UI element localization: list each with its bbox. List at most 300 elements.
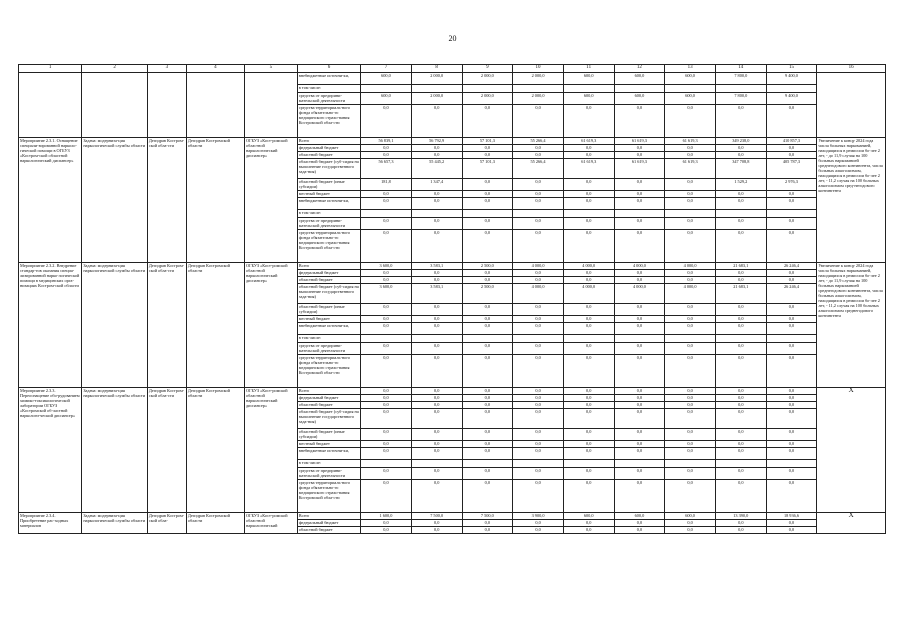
amount-cell: 61 619,3 (563, 138, 614, 145)
amount-cell: 0,0 (513, 304, 564, 316)
amount-cell: 0,0 (563, 198, 614, 210)
amount-cell: 0,0 (614, 468, 665, 480)
amount-cell: 3 600,0 (361, 263, 412, 270)
amount-cell: 0,0 (715, 480, 766, 513)
funding-source: федеральный бюджет (297, 145, 360, 152)
amount-cell: 0,0 (361, 520, 412, 527)
amount-cell: 0,0 (513, 191, 564, 198)
amount-cell: 0,0 (614, 198, 665, 210)
amount-cell: 0,0 (411, 105, 462, 138)
amount-cell: 0,0 (563, 277, 614, 284)
funding-source: областной бюджет (суб-сидия на выполнение государственного зада-ния) (297, 409, 360, 429)
measure-result: Х (817, 513, 886, 534)
amount-cell: 0,0 (411, 480, 462, 513)
amount-cell: 0,0 (462, 145, 513, 152)
table-body (19, 65, 886, 534)
amount-cell: 0,0 (462, 230, 513, 263)
amount-cell: 0,0 (614, 355, 665, 388)
amount-cell: 0,0 (665, 145, 716, 152)
amount-cell: 0,0 (766, 480, 817, 513)
amount-cell: 0,0 (361, 527, 412, 534)
amount-cell: 0,0 (411, 388, 462, 395)
amount-cell: 0,0 (513, 441, 564, 448)
amount-cell: 0,0 (361, 270, 412, 277)
amount-cell: 0,0 (715, 323, 766, 335)
amount-cell: 0,0 (614, 441, 665, 448)
measure-name: Мероприятие 2.3.1. Оснащение специали-зированной нарколо-гической помощи в ОГБУЗ «Костром-ской областной наркологический диспансер» (19, 138, 82, 263)
funding-source: внебюджетные источни-ки, (297, 448, 360, 460)
measure-name: Мероприятие 2.3.4. Приобретение рас-ходных материалов (19, 513, 82, 534)
amount-cell: 0,0 (513, 198, 564, 210)
amount-cell: 0,0 (665, 468, 716, 480)
amount-cell: 2 000,0 (513, 93, 564, 105)
amount-cell: 0,0 (766, 230, 817, 263)
amount-cell: 3 583,1 (411, 284, 462, 304)
amount-cell (614, 210, 665, 218)
amount-cell: 0,0 (462, 448, 513, 460)
amount-cell (563, 335, 614, 343)
amount-cell: 18 936,6 (766, 513, 817, 520)
amount-cell: 2 000,0 (462, 73, 513, 85)
amount-cell: 410 857,3 (766, 138, 817, 145)
amount-cell: 0,0 (665, 343, 716, 355)
amount-cell: 0,0 (462, 191, 513, 198)
amount-cell (462, 335, 513, 343)
amount-cell: 0,0 (462, 218, 513, 230)
amount-cell (715, 460, 766, 468)
amount-cell: 0,0 (766, 388, 817, 395)
column-number: 16 (817, 65, 886, 73)
amount-cell: 0,0 (513, 448, 564, 460)
amount-cell: 7 800,0 (715, 93, 766, 105)
amount-cell: 2 000,0 (411, 93, 462, 105)
amount-cell: 2 976,3 (766, 179, 817, 191)
amount-cell (665, 460, 716, 468)
amount-cell: 0,0 (411, 316, 462, 323)
measure-name (19, 73, 82, 138)
amount-cell: 0,0 (411, 448, 462, 460)
funding-source: средства от предприни-мательской деятельности (297, 218, 360, 230)
funding-source: Всего (297, 513, 360, 520)
column-number: 6 (297, 65, 360, 73)
amount-cell: 0,0 (665, 179, 716, 191)
amount-cell: 0,0 (462, 343, 513, 355)
amount-cell: 0,0 (513, 520, 564, 527)
amount-cell: 0,0 (462, 388, 513, 395)
amount-cell: 0,0 (411, 218, 462, 230)
amount-cell: 0,0 (766, 145, 817, 152)
column-number: 8 (411, 65, 462, 73)
amount-cell: 0,0 (715, 270, 766, 277)
amount-cell: 0,0 (462, 395, 513, 402)
amount-cell: 0,0 (361, 105, 412, 138)
amount-cell: 0,0 (766, 468, 817, 480)
column-number: 14 (715, 65, 766, 73)
measure-name: Мероприятие 2.3.2. Внедрение стандар-тов оказания специа-лизированной нарко-логической помощи в медицинских орга-низациях Костром-ской области (19, 263, 82, 388)
funding-source: областной бюджет (иные субсидии) (297, 179, 360, 191)
funding-source: средства от предприни-мательской деятельности (297, 468, 360, 480)
funding-source: областной бюджет (суб-сидия на выполнение государственного зада-ния) (297, 284, 360, 304)
funding-source: в том числе: (297, 460, 360, 468)
column-number-row (19, 65, 886, 73)
amount-cell: 0,0 (513, 355, 564, 388)
amount-cell: 0,0 (462, 152, 513, 159)
amount-cell (513, 85, 564, 93)
funding-source: Всего (297, 138, 360, 145)
column-number: 10 (513, 65, 564, 73)
amount-cell: 0,0 (665, 304, 716, 316)
amount-cell: 4 000,0 (513, 263, 564, 270)
amount-cell: 0,0 (766, 402, 817, 409)
amount-cell (361, 335, 412, 343)
amount-cell: 0,0 (462, 355, 513, 388)
amount-cell: 0,0 (665, 409, 716, 429)
amount-cell: 0,0 (563, 468, 614, 480)
funding-source: областной бюджет (297, 277, 360, 284)
amount-cell: 0,0 (411, 198, 462, 210)
amount-cell (462, 210, 513, 218)
amount-cell: 0,0 (614, 270, 665, 277)
amount-cell: 0,0 (614, 409, 665, 429)
amount-cell: 0,0 (766, 355, 817, 388)
amount-cell: 0,0 (614, 527, 665, 534)
amount-cell: 0,0 (563, 388, 614, 395)
measure-exec1: Депздрав Костром-ской обла- (147, 513, 186, 534)
amount-cell: 0,0 (563, 230, 614, 263)
funding-source: внебюджетные источни-ки, (297, 323, 360, 335)
amount-cell: 0,0 (665, 323, 716, 335)
amount-cell: 0,0 (462, 179, 513, 191)
amount-cell: 405 787,3 (766, 159, 817, 179)
amount-cell: 55 266,4 (513, 138, 564, 145)
amount-cell: 4 000,0 (563, 284, 614, 304)
measure-result (817, 73, 886, 138)
amount-cell: 0,0 (462, 527, 513, 534)
amount-cell (462, 460, 513, 468)
amount-cell: 2 000,0 (411, 73, 462, 85)
funding-source: в том числе: (297, 210, 360, 218)
amount-cell: 0,0 (361, 480, 412, 513)
amount-cell: 0,0 (462, 198, 513, 210)
amount-cell: 0,0 (614, 191, 665, 198)
amount-cell: 0,0 (715, 105, 766, 138)
table-row (19, 513, 886, 520)
amount-cell: 56 657,3 (361, 159, 412, 179)
amount-cell: 0,0 (715, 429, 766, 441)
amount-cell (766, 85, 817, 93)
amount-cell: 0,0 (361, 218, 412, 230)
amount-cell: 0,0 (665, 230, 716, 263)
amount-cell: 181,8 (361, 179, 412, 191)
amount-cell: 0,0 (766, 409, 817, 429)
funding-source: федеральный бюджет (297, 270, 360, 277)
funding-source: в том числе: (297, 85, 360, 93)
amount-cell (766, 460, 817, 468)
amount-cell: 0,0 (411, 323, 462, 335)
amount-cell: 0,0 (665, 277, 716, 284)
amount-cell: 0,0 (411, 520, 462, 527)
amount-cell: 0,0 (462, 441, 513, 448)
funding-source: Всего (297, 388, 360, 395)
amount-cell: 0,0 (766, 323, 817, 335)
amount-cell: 0,0 (614, 323, 665, 335)
amount-cell: 0,0 (715, 304, 766, 316)
amount-cell: 2 500,0 (462, 263, 513, 270)
amount-cell: 0,0 (665, 152, 716, 159)
amount-cell: 1 600,0 (361, 513, 412, 520)
amount-cell (513, 460, 564, 468)
amount-cell: 0,0 (715, 145, 766, 152)
measure-exec1: Депздрав Костром-ской обла-сти (147, 263, 186, 388)
amount-cell (614, 460, 665, 468)
amount-cell: 2 000,0 (462, 93, 513, 105)
amount-cell: 600,0 (361, 73, 412, 85)
amount-cell: 21 683,1 (715, 284, 766, 304)
amount-cell: 0,0 (361, 152, 412, 159)
amount-cell: 0,0 (411, 230, 462, 263)
amount-cell: 0,0 (563, 429, 614, 441)
amount-cell: 0,0 (513, 402, 564, 409)
funding-source: областной бюджет (297, 402, 360, 409)
amount-cell (361, 85, 412, 93)
measure-org (244, 73, 297, 138)
amount-cell: 0,0 (614, 448, 665, 460)
amount-cell: 0,0 (715, 316, 766, 323)
amount-cell: 0,0 (462, 520, 513, 527)
amount-cell: 0,0 (513, 323, 564, 335)
amount-cell: 0,0 (563, 402, 614, 409)
amount-cell: 0,0 (715, 218, 766, 230)
amount-cell (715, 85, 766, 93)
amount-cell: 0,0 (665, 402, 716, 409)
funding-source: местный бюджет (297, 191, 360, 198)
amount-cell: 3 600,0 (361, 284, 412, 304)
amount-cell: 9 400,0 (766, 93, 817, 105)
amount-cell: 0,0 (614, 105, 665, 138)
measure-name: Мероприятие 2.3.3. Переоснащение обо-рудованием химико-токсикологической лаборатории ОГБУЗ «Костромской об-ластной наркологи-ческий диспансер» (19, 388, 82, 513)
amount-cell: 0,0 (563, 316, 614, 323)
amount-cell: 0,0 (665, 395, 716, 402)
amount-cell: 0,0 (513, 277, 564, 284)
column-number: 11 (563, 65, 614, 73)
measure-exec1: Депздрав Костром-ской обла-сти (147, 388, 186, 513)
amount-cell: 0,0 (462, 270, 513, 277)
amount-cell: 26 246,4 (766, 284, 817, 304)
amount-cell: 0,0 (361, 441, 412, 448)
amount-cell: 0,0 (361, 145, 412, 152)
amount-cell: 56 839,1 (361, 138, 412, 145)
amount-cell: 0,0 (665, 388, 716, 395)
amount-cell: 0,0 (665, 198, 716, 210)
amount-cell (665, 85, 716, 93)
amount-cell: 0,0 (361, 304, 412, 316)
amount-cell: 0,0 (665, 218, 716, 230)
amount-cell: 0,0 (361, 468, 412, 480)
amount-cell: 0,0 (665, 520, 716, 527)
amount-cell: 0,0 (462, 323, 513, 335)
amount-cell (361, 460, 412, 468)
measure-exec2 (186, 73, 244, 138)
amount-cell: 0,0 (513, 230, 564, 263)
amount-cell (563, 210, 614, 218)
amount-cell: 0,0 (361, 402, 412, 409)
column-number: 5 (244, 65, 297, 73)
amount-cell: 0,0 (665, 527, 716, 534)
amount-cell: 0,0 (614, 230, 665, 263)
amount-cell: 0,0 (614, 388, 665, 395)
amount-cell: 0,0 (411, 468, 462, 480)
amount-cell: 4 000,0 (614, 263, 665, 270)
funding-source: средства от предприни-мательской деятельности (297, 343, 360, 355)
amount-cell: 0,0 (462, 409, 513, 429)
amount-cell: 0,0 (462, 468, 513, 480)
amount-cell: 61 619,3 (665, 159, 716, 179)
amount-cell: 2 000,0 (513, 73, 564, 85)
amount-cell: 600,0 (563, 93, 614, 105)
amount-cell: 0,0 (563, 355, 614, 388)
amount-cell: 0,0 (361, 198, 412, 210)
amount-cell: 1 347,4 (411, 179, 462, 191)
amount-cell: 0,0 (614, 152, 665, 159)
amount-cell: 4 000,0 (513, 284, 564, 304)
funding-source: федеральный бюджет (297, 520, 360, 527)
amount-cell: 0,0 (513, 468, 564, 480)
amount-cell: 0,0 (715, 520, 766, 527)
amount-cell: 0,0 (411, 527, 462, 534)
measure-exec2: Депздрав Костромской области (186, 138, 244, 263)
amount-cell: 0,0 (513, 480, 564, 513)
amount-cell: 0,0 (361, 409, 412, 429)
amount-cell: 0,0 (563, 343, 614, 355)
amount-cell: 0,0 (715, 448, 766, 460)
amount-cell: 57 101,3 (462, 159, 513, 179)
amount-cell: 0,0 (766, 441, 817, 448)
amount-cell: 0,0 (766, 152, 817, 159)
amount-cell: 0,0 (766, 343, 817, 355)
amount-cell: 600,0 (665, 93, 716, 105)
amount-cell: 0,0 (563, 152, 614, 159)
amount-cell: 0,0 (766, 527, 817, 534)
funding-source: областной бюджет (иные субсидии) (297, 429, 360, 441)
amount-cell: 0,0 (411, 270, 462, 277)
funding-source: средства территориаль-ного фонда обязательно-го медицинского страхо-вания Костромской обла-сти (297, 105, 360, 138)
amount-cell: 0,0 (766, 448, 817, 460)
amount-cell: 21 683,1 (715, 263, 766, 270)
column-number: 15 (766, 65, 817, 73)
amount-cell: 0,0 (766, 191, 817, 198)
amount-cell (665, 335, 716, 343)
funding-source: внебюджетные источни-ки, (297, 198, 360, 210)
measure-task: Задача: модерниза-ция наркологической службы области (82, 138, 147, 263)
column-number: 3 (147, 65, 186, 73)
amount-cell: 2 500,0 (462, 284, 513, 304)
amount-cell: 600,0 (614, 93, 665, 105)
amount-cell: 0,0 (563, 480, 614, 513)
amount-cell: 0,0 (411, 402, 462, 409)
amount-cell: 0,0 (665, 355, 716, 388)
amount-cell: 0,0 (563, 218, 614, 230)
table-row (19, 138, 886, 145)
measure-result: Увеличение к концу 2024 года числа больных наркоманией, находящихся в ремиссии бо-лее 2 лет, - до 11,9 случая на 100 больных наркоманией среднегодового контингента, числа больных алкоголизмом, находящихся в ремиссии бо-лее 2 лет, - 11,2 случая на 100 больных алкоголизмом среднегодового контингента (817, 263, 886, 388)
amount-cell: 0,0 (665, 105, 716, 138)
amount-cell: 349 238,0 (715, 138, 766, 145)
amount-cell: 1 529,2 (715, 179, 766, 191)
amount-cell: 0,0 (766, 105, 817, 138)
amount-cell: 0,0 (563, 441, 614, 448)
amount-cell: 0,0 (563, 520, 614, 527)
amount-cell: 4 000,0 (665, 263, 716, 270)
amount-cell (411, 460, 462, 468)
amount-cell (411, 85, 462, 93)
funding-source: в том числе: (297, 335, 360, 343)
amount-cell (411, 335, 462, 343)
amount-cell: 0,0 (462, 402, 513, 409)
amount-cell: 0,0 (462, 429, 513, 441)
amount-cell: 0,0 (614, 343, 665, 355)
amount-cell: 0,0 (715, 152, 766, 159)
amount-cell (715, 335, 766, 343)
table-row (19, 73, 886, 85)
amount-cell: 0,0 (411, 152, 462, 159)
amount-cell: 0,0 (563, 395, 614, 402)
measure-org: ОГБУЗ «Кост-ромской областной наркологический диспансер» (244, 138, 297, 263)
amount-cell: 0,0 (715, 343, 766, 355)
measure-exec1 (147, 73, 186, 138)
amount-cell: 7 800,0 (715, 73, 766, 85)
amount-cell: 0,0 (361, 191, 412, 198)
column-number: 7 (361, 65, 412, 73)
amount-cell: 0,0 (462, 480, 513, 513)
amount-cell: 0,0 (411, 343, 462, 355)
amount-cell: 0,0 (513, 343, 564, 355)
amount-cell: 0,0 (665, 270, 716, 277)
amount-cell: 4 000,0 (563, 263, 614, 270)
amount-cell: 55 445,2 (411, 159, 462, 179)
amount-cell: 61 619,3 (614, 138, 665, 145)
column-number: 12 (614, 65, 665, 73)
amount-cell: 0,0 (513, 270, 564, 277)
amount-cell: 0,0 (563, 409, 614, 429)
page-number: 20 (448, 34, 457, 43)
amount-cell (513, 335, 564, 343)
amount-cell: 0,0 (766, 277, 817, 284)
amount-cell: 0,0 (665, 448, 716, 460)
amount-cell: 0,0 (361, 355, 412, 388)
amount-cell: 0,0 (614, 402, 665, 409)
amount-cell: 61 619,3 (563, 159, 614, 179)
amount-cell: 0,0 (563, 191, 614, 198)
amount-cell: 0,0 (766, 198, 817, 210)
amount-cell: 0,0 (715, 402, 766, 409)
measure-exec2: Депздрав Костромской области (186, 513, 244, 534)
budget-table (18, 64, 886, 534)
amount-cell (462, 85, 513, 93)
amount-cell: 0,0 (766, 429, 817, 441)
amount-cell: 0,0 (563, 179, 614, 191)
amount-cell: 0,0 (715, 388, 766, 395)
amount-cell: 0,0 (411, 355, 462, 388)
amount-cell: 600,0 (665, 513, 716, 520)
amount-cell: 0,0 (361, 316, 412, 323)
funding-source: местный бюджет (297, 316, 360, 323)
amount-cell: 13 390,0 (715, 513, 766, 520)
amount-cell: 0,0 (563, 145, 614, 152)
amount-cell: 0,0 (665, 441, 716, 448)
amount-cell: 3 583,1 (411, 263, 462, 270)
column-number: 4 (186, 65, 244, 73)
funding-source: средства территориаль-ного фонда обязательно-го медицинского страхо-вания Костромской обла-сти (297, 355, 360, 388)
funding-source: областной бюджет (суб-сидия на выполнение государственного зада-ния) (297, 159, 360, 179)
